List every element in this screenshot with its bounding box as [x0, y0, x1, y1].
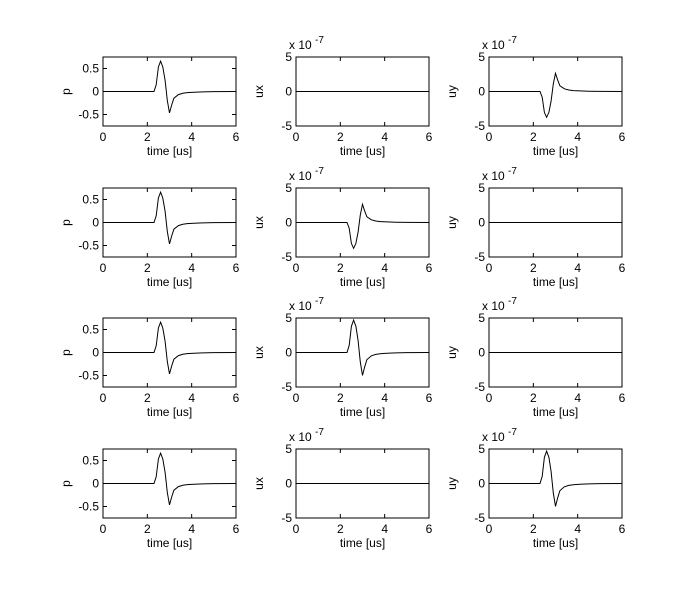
y-tick-label: 5 [478, 50, 485, 64]
x-tick-label: 0 [99, 522, 107, 536]
y-tick-label: 0 [478, 215, 485, 230]
x-tick-label: 0 [99, 391, 107, 405]
subplot-uy-r1c3 [445, 35, 626, 158]
y-tick-label: -5 [474, 250, 485, 264]
y-tick-label: 5 [285, 311, 292, 325]
subplot-p-r3c1 [59, 318, 240, 419]
x-axis-label: time [us] [532, 275, 579, 289]
subplot-ux-r2c2 [252, 166, 433, 289]
x-tick-label: 4 [574, 261, 582, 275]
y-tick-label: 0 [92, 476, 99, 491]
y-tick-label: 0 [285, 84, 292, 99]
data-line [296, 204, 429, 248]
x-tick-label: 6 [425, 391, 433, 405]
y-axis-label: p [59, 88, 73, 95]
y-tick-label: -0.5 [78, 238, 99, 253]
axis-exponent-label: x 10 $^{-7}$ [289, 427, 324, 444]
subplot-uy-r3c3 [445, 296, 626, 419]
axis-exponent-label: x 10 $^{-7}$ [482, 427, 517, 444]
y-tick-label: 5 [285, 442, 292, 456]
data-line [489, 451, 622, 506]
x-tick-label: 2 [529, 261, 537, 275]
y-tick-label: 5 [478, 181, 485, 195]
y-axis-label: uy [445, 85, 459, 98]
x-tick-label: 2 [336, 522, 344, 536]
subplot-ux-r4c2 [252, 427, 433, 550]
x-tick-label: 6 [425, 261, 433, 275]
x-axis-label: time [us] [532, 144, 579, 158]
y-tick-label: -0.5 [78, 368, 99, 383]
x-tick-label: 2 [529, 391, 537, 405]
x-tick-label: 6 [618, 130, 626, 144]
y-tick-label: 0 [92, 84, 99, 99]
y-axis-label: uy [445, 346, 459, 359]
x-tick-label: 0 [99, 261, 107, 275]
y-tick-label: 0.5 [82, 61, 99, 76]
y-tick-label: 5 [478, 442, 485, 456]
x-tick-label: 2 [336, 130, 344, 144]
x-tick-label: 4 [574, 391, 582, 405]
subplot-uy-r2c3 [445, 166, 626, 289]
subplot-p-r1c1 [59, 57, 240, 158]
data-line [103, 322, 236, 374]
x-tick-label: 0 [99, 130, 107, 144]
x-tick-label: 6 [232, 391, 240, 405]
axis-exponent-label: x 10 $^{-7}$ [289, 35, 324, 52]
y-axis-label: ux [252, 85, 266, 98]
y-tick-label: 0.5 [82, 453, 99, 468]
y-tick-label: 0 [285, 345, 292, 360]
x-axis-label: time [us] [339, 405, 386, 419]
y-tick-label: 5 [285, 50, 292, 64]
data-line [103, 192, 236, 244]
y-tick-label: -5 [474, 511, 485, 525]
y-tick-label: 0 [478, 345, 485, 360]
x-axis-label: time [us] [339, 275, 386, 289]
subplot-uy-r4c3 [445, 427, 626, 550]
y-tick-label: 5 [285, 181, 292, 195]
y-tick-label: 0 [285, 476, 292, 491]
x-tick-label: 2 [336, 391, 344, 405]
x-axis-label: time [us] [146, 275, 193, 289]
y-axis-label: ux [252, 477, 266, 490]
y-axis-label: ux [252, 346, 266, 359]
data-line [489, 73, 622, 117]
data-line [103, 453, 236, 505]
y-axis-label: p [59, 480, 73, 487]
x-tick-label: 6 [232, 261, 240, 275]
y-axis-label: p [59, 349, 73, 356]
subplot-p-r2c1 [59, 188, 240, 289]
x-tick-label: 4 [381, 261, 389, 275]
subplot-ux-r3c2 [252, 296, 433, 419]
x-tick-label: 4 [574, 130, 582, 144]
y-axis-label: uy [445, 477, 459, 490]
x-tick-label: 0 [292, 391, 300, 405]
x-tick-label: 2 [336, 261, 344, 275]
x-tick-label: 2 [529, 130, 537, 144]
x-axis-label: time [us] [532, 536, 579, 550]
y-tick-label: -5 [281, 250, 292, 264]
x-tick-label: 0 [485, 261, 493, 275]
data-line [296, 320, 429, 375]
x-tick-label: 6 [425, 130, 433, 144]
x-tick-label: 6 [618, 391, 626, 405]
x-tick-label: 4 [188, 130, 196, 144]
y-tick-label: -5 [281, 380, 292, 394]
y-tick-label: 0 [92, 345, 99, 360]
y-tick-label: 0 [478, 476, 485, 491]
x-tick-label: 6 [232, 130, 240, 144]
x-tick-label: 2 [143, 522, 151, 536]
x-tick-label: 6 [232, 522, 240, 536]
x-tick-label: 6 [618, 261, 626, 275]
x-tick-label: 2 [143, 391, 151, 405]
axis-exponent-label: x 10 $^{-7}$ [482, 296, 517, 313]
x-tick-label: 0 [292, 522, 300, 536]
x-axis-label: time [us] [146, 536, 193, 550]
y-tick-label: -5 [281, 511, 292, 525]
x-axis-label: time [us] [532, 405, 579, 419]
x-tick-label: 4 [188, 522, 196, 536]
x-tick-label: 2 [143, 261, 151, 275]
y-axis-label: p [59, 219, 73, 226]
subplot-p-r4c1 [59, 449, 240, 550]
y-tick-label: -0.5 [78, 107, 99, 122]
x-tick-label: 0 [485, 391, 493, 405]
x-tick-label: 4 [381, 130, 389, 144]
y-tick-label: 0.5 [82, 192, 99, 207]
y-tick-label: -5 [281, 119, 292, 133]
y-axis-label: uy [445, 216, 459, 229]
axis-exponent-label: x 10 $^{-7}$ [482, 35, 517, 52]
y-tick-label: -5 [474, 119, 485, 133]
y-tick-label: 0.5 [82, 322, 99, 337]
x-tick-label: 6 [618, 522, 626, 536]
y-tick-label: 0 [285, 215, 292, 230]
x-tick-label: 2 [529, 522, 537, 536]
y-tick-label: 0 [92, 215, 99, 230]
y-tick-label: 0 [478, 84, 485, 99]
x-tick-label: 4 [381, 391, 389, 405]
x-axis-label: time [us] [339, 536, 386, 550]
x-tick-label: 4 [381, 522, 389, 536]
x-axis-label: time [us] [146, 144, 193, 158]
y-tick-label: 5 [478, 311, 485, 325]
y-tick-label: -5 [474, 380, 485, 394]
subplot-ux-r1c2 [252, 35, 433, 158]
y-axis-label: ux [252, 216, 266, 229]
x-tick-label: 0 [292, 130, 300, 144]
x-tick-label: 4 [574, 522, 582, 536]
x-tick-label: 0 [292, 261, 300, 275]
axis-exponent-label: x 10 $^{-7}$ [289, 296, 324, 313]
x-tick-label: 0 [485, 130, 493, 144]
x-tick-label: 6 [425, 522, 433, 536]
axis-exponent-label: x 10 $^{-7}$ [482, 166, 517, 183]
data-line [103, 61, 236, 113]
x-tick-label: 4 [188, 261, 196, 275]
x-tick-label: 2 [143, 130, 151, 144]
x-axis-label: time [us] [146, 405, 193, 419]
x-tick-label: 0 [485, 522, 493, 536]
x-axis-label: time [us] [339, 144, 386, 158]
y-tick-label: -0.5 [78, 499, 99, 514]
axis-exponent-label: x 10 $^{-7}$ [289, 166, 324, 183]
x-tick-label: 4 [188, 391, 196, 405]
